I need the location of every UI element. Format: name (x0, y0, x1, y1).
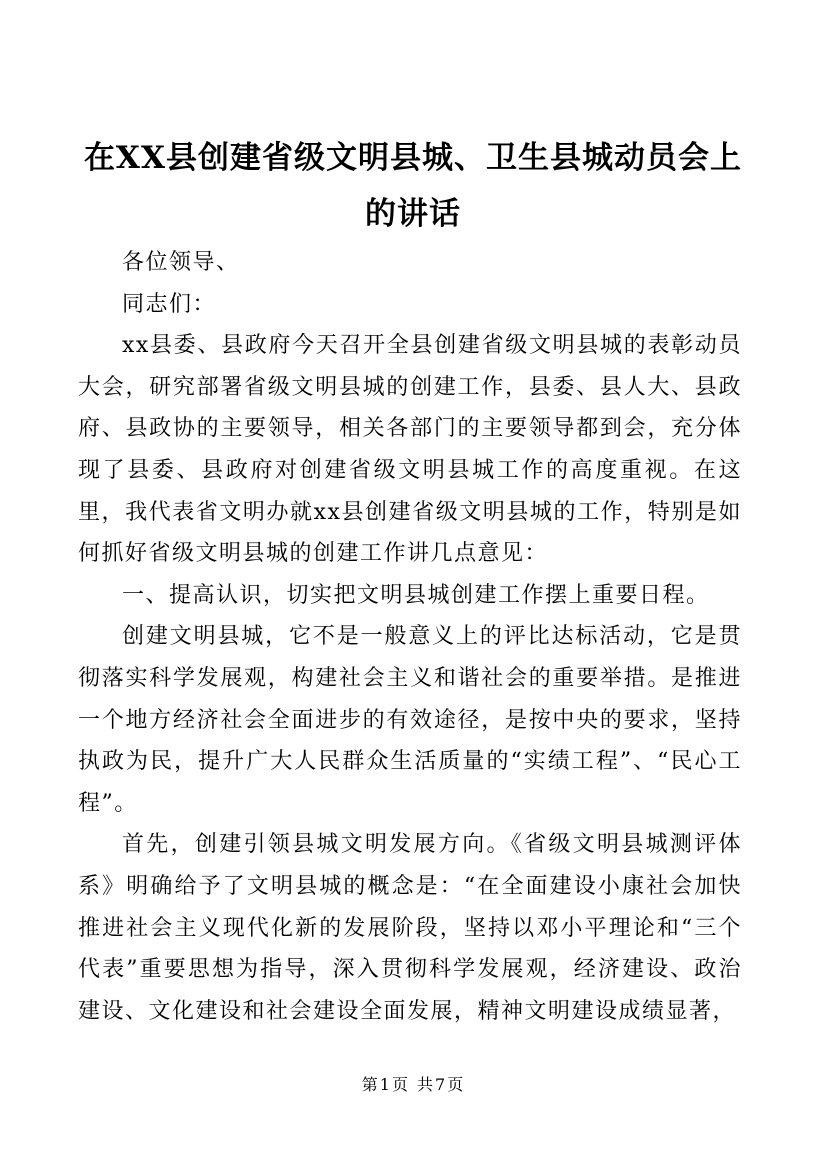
document-body (78, 242, 742, 1032)
document-title: 在XX县创建省级文明县城、卫生县城动员会上的讲话 (83, 140, 743, 232)
paragraph-section-heading-1: 一、提高认识，切实把文明县城创建工作摆上重要日程。 (122, 582, 710, 608)
paragraph-section-1-body: 创建文明县城，它不是一般意义上的评比达标活动，它是贯彻落实科学发展观，构建社会主义和谐社会的重要举措。是推进一个地方经济社会全面进步的有效途径，是按中央的要求，坚持执政为民，提升广大人民群众生活质量的“实绩工程”、“民心工程”。 (78, 624, 742, 816)
page-number-indicator: 第1页 共7页 (361, 1075, 466, 1094)
paragraph-salutation-comrades: 同志们： (122, 291, 217, 317)
paragraph-salutation-leaders: 各位领导、 (122, 250, 240, 275)
page-footer (0, 1076, 827, 1094)
paragraph-intro: xx县委、县政府今天召开全县创建省级文明县城的表彰动员大会，研究部署省级文明县城的创建工作，县委、县人大、县政府、县政协的主要领导，相关各部门的主要领导都到会，充分体现了县委、县政府对创建省级文明县城工作的高度重视。在这里，我代表省文明办就xx县创建省级文明县城的工作，特别是如何抓好省级文明县城的创建工作讲几点意见： (78, 333, 742, 567)
paragraph-section-1-firstly: 首先，创建引领县城文明发展方向。《省级文明县城测评体系》明确给予了文明县城的概念是：“在全面建设小康社会加快推进社会主义现代化新的发展阶段，坚持以邓小平理论和“三个代表”重要思想为指导，深入贯彻科学发展观，经济建设、政治建设、文化建设和社会建设全面发展，精神文明建设成绩显著， (78, 832, 742, 1024)
